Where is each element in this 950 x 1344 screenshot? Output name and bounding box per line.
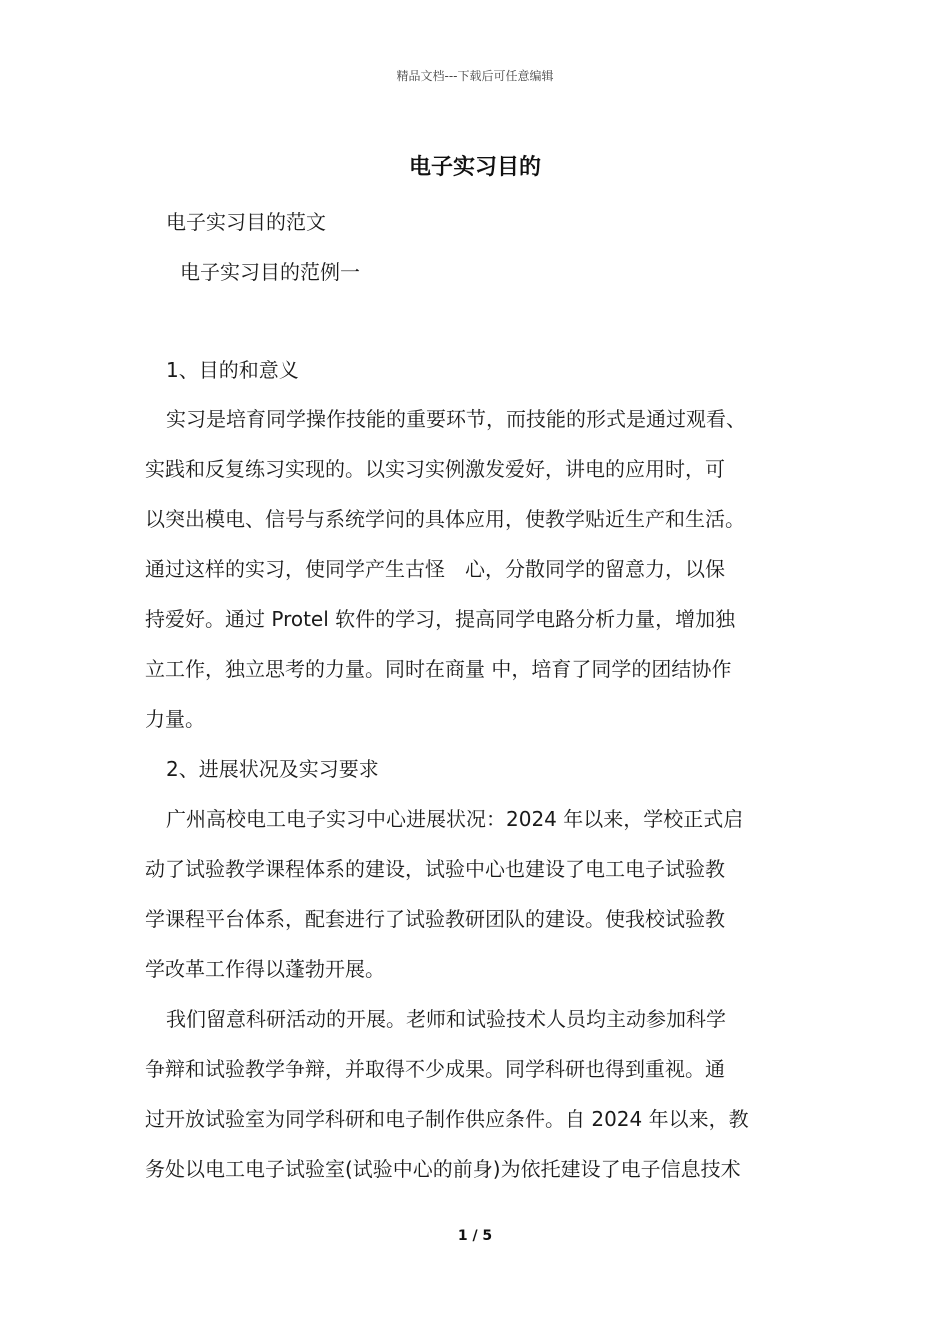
paragraph-line: 力量。 [145, 707, 205, 731]
paragraph-line: 通过这样的实习，使同学产生古怪 心，分散同学的留意力，以保 [145, 557, 725, 581]
paragraph-line: 学改革工作得以蓬勃开展。 [145, 957, 385, 981]
paragraph-line: 以突出模电、信号与系统学问的具体应用，使教学贴近生产和生活。 [145, 507, 745, 531]
page-indicator: 1 / 5 [457, 1228, 493, 1244]
paragraph-line: 争辩和试验教学争辩，并取得不少成果。同学科研也得到重视。通 [145, 1057, 725, 1081]
paragraph-line: 实践和反复练习实现的。以实习实例激发爱好，讲电的应用时，可 [145, 457, 725, 481]
document-title: 电子实习目的 [408, 155, 541, 180]
paragraph-line: 过开放试验室为同学科研和电子制作供应条件。自 2024 年以来，教 [145, 1107, 749, 1131]
paragraph-line: 动了试验教学课程体系的建设，试验中心也建设了电工电子试验教 [145, 857, 725, 881]
paragraph-line: 立工作，独立思考的力量。同时在商量 中，培育了同学的团结协作 [145, 657, 732, 681]
paragraph-line: 学课程平台体系，配套进行了试验教研团队的建设。使我校试验教 [145, 907, 725, 931]
page-header: 精品文档---下载后可任意编辑 [396, 69, 554, 83]
paragraph-line: 我们留意科研活动的开展。老师和试验技术人员均主动参加科学 [166, 1007, 726, 1031]
section-heading: 2、进展状况及实习要求 [166, 757, 379, 781]
section-heading: 1、目的和意义 [166, 358, 299, 382]
subtitle-line: 电子实习目的范文 [166, 210, 326, 234]
subtitle-line: 电子实习目的范例一 [180, 260, 360, 284]
paragraph-line: 持爱好。通过 Protel 软件的学习，提高同学电路分析力量，增加独 [145, 607, 736, 631]
paragraph-line: 广州高校电工电子实习中心进展状况：2024 年以来，学校正式启 [166, 807, 744, 831]
paragraph-line: 务处以电工电子试验室(试验中心的前身)为依托建设了电子信息技术 [145, 1157, 741, 1181]
paragraph-line: 实习是培育同学操作技能的重要环节，而技能的形式是通过观看、 [166, 407, 746, 431]
